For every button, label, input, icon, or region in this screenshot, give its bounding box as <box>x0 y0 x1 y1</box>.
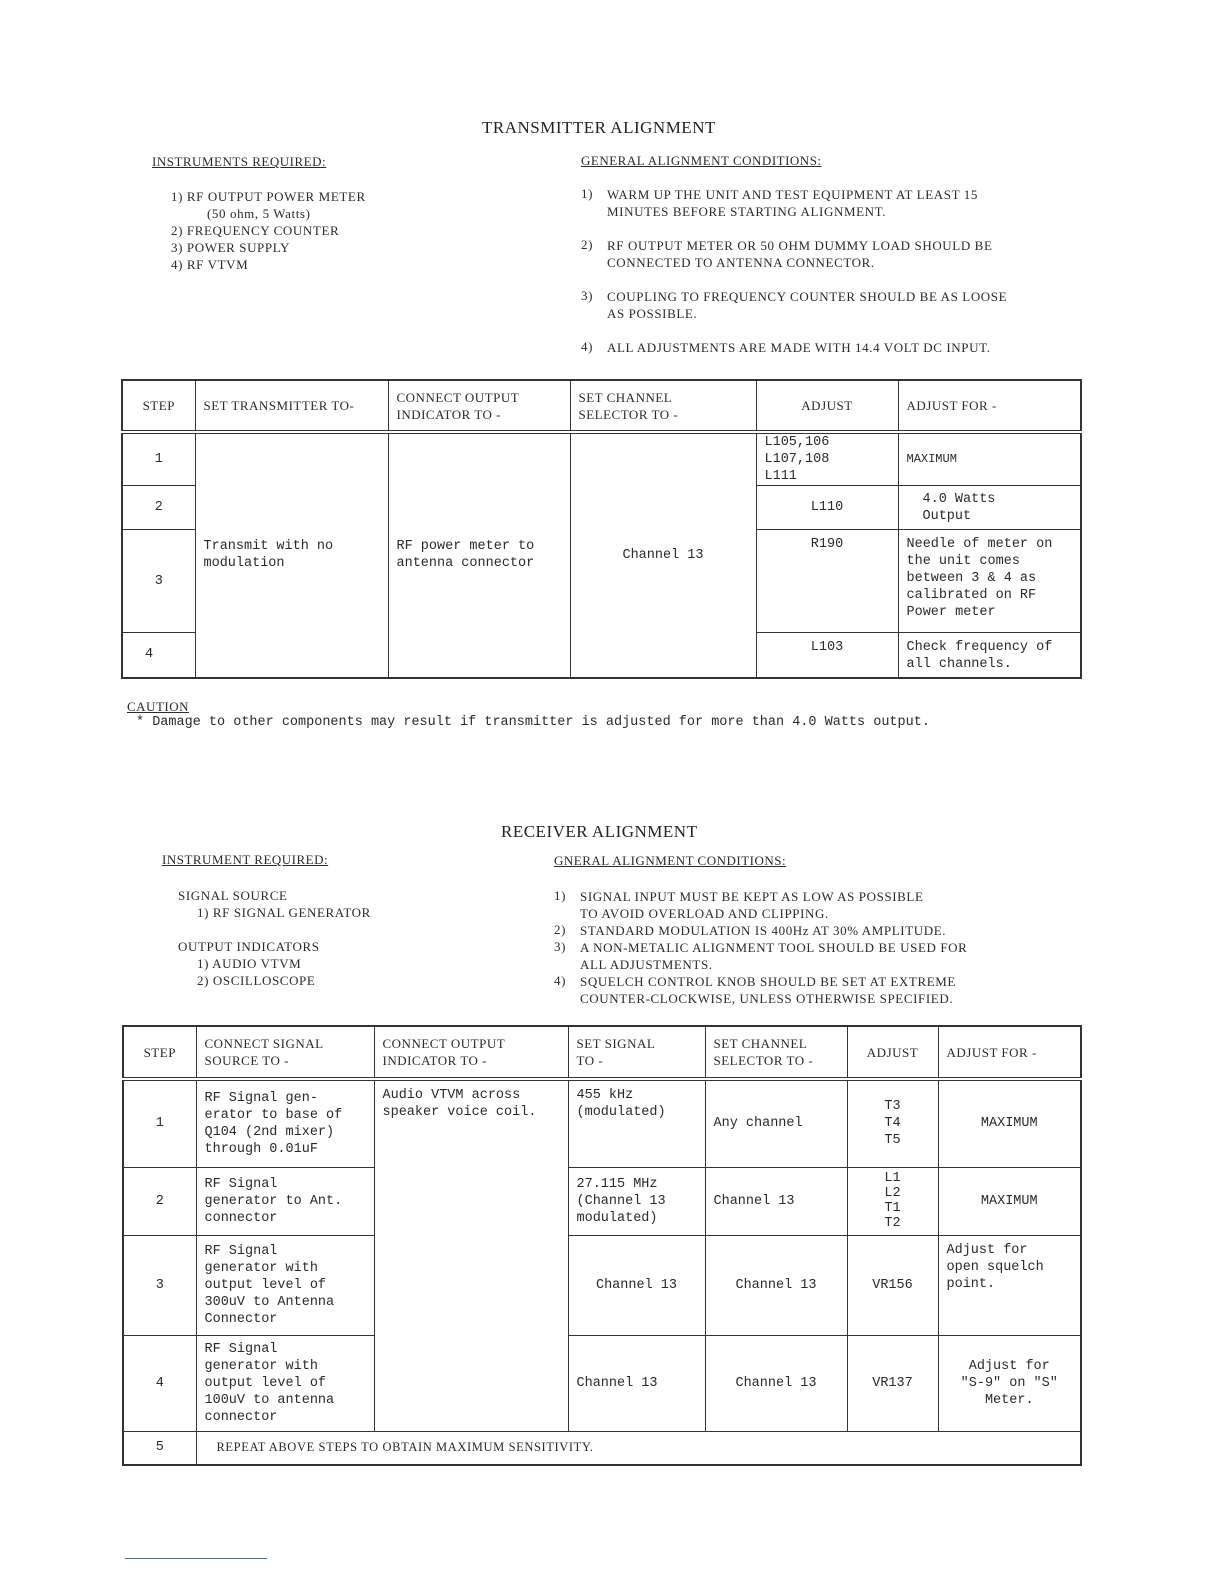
rx-conditions-header: GNERAL ALIGNMENT CONDITIONS: <box>554 853 787 868</box>
tx-instrument-item: (50 ohm, 5 Watts) <box>207 206 311 221</box>
rx-instruments-header: INSTRUMENT REQUIRED: <box>162 852 329 867</box>
source-cell: RF Signal generator to Ant. connector <box>196 1167 374 1235</box>
step-cell: 2 <box>123 1167 196 1235</box>
adjust-cell: VR156 <box>847 1235 938 1335</box>
adjust-for-cell: MAXIMUM <box>898 432 1081 486</box>
tx-col-step: STEP <box>122 380 195 432</box>
rx-col-adjust: ADJUST <box>847 1026 938 1079</box>
signal-source-label: SIGNAL SOURCE <box>178 888 288 903</box>
tx-col-adjust: ADJUST <box>756 380 898 432</box>
receiver-table <box>122 1025 1082 1466</box>
tx-condition-1: 1) WARM UP THE UNIT AND TEST EQUIPMENT AT LEAST 15 MINUTES BEFORE STARTING ALIGNMENT. <box>581 186 978 219</box>
rx-header-row <box>123 1026 1081 1079</box>
channel-cell: Any channel <box>705 1079 847 1167</box>
caution-label: CAUTION <box>127 699 189 714</box>
tx-instrument-item: 1) RF OUTPUT POWER METER <box>171 189 366 204</box>
tx-instrument-item: 4) RF VTVM <box>171 257 249 272</box>
signal-cell: Channel 13 <box>568 1235 705 1335</box>
transmitter-title: TRANSMITTER ALIGNMENT <box>482 118 716 137</box>
rx-col-set-signal: SET SIGNAL TO - <box>568 1026 705 1079</box>
table-row <box>122 432 1081 486</box>
step-cell: 1 <box>123 1079 196 1167</box>
signal-cell: 455 kHz (modulated) <box>568 1079 705 1167</box>
source-cell: RF Signal generator with output level of 100uV to antenna connector <box>196 1335 374 1431</box>
adjust-for-cell: Adjust for open squelch point. <box>938 1235 1081 1335</box>
tx-condition-2: 2) RF OUTPUT METER OR 50 OHM DUMMY LOAD SHOULD BE CONNECTED TO ANTENNA CONNECTOR. <box>581 237 993 270</box>
output-indicators-label: OUTPUT INDICATORS <box>178 939 320 954</box>
adjust-cell: L103 <box>756 633 898 678</box>
tx-col-connect-output: CONNECT OUTPUT INDICATOR TO - <box>388 380 570 432</box>
channel-cell: Channel 13 <box>705 1167 847 1235</box>
channel-cell: Channel 13 <box>705 1235 847 1335</box>
step-cell: 3 <box>122 530 195 633</box>
adjust-for-cell: 4.0 Watts Output <box>898 486 1081 530</box>
adjust-for-cell: Adjust for "S-9" on "S" Meter. <box>938 1335 1081 1431</box>
signal-cell: 27.115 MHz (Channel 13 modulated) <box>568 1167 705 1235</box>
rx-instrument-item: 2) OSCILLOSCOPE <box>197 973 316 988</box>
adjust-cell: R190 <box>756 530 898 633</box>
tx-condition-3: 3) COUPLING TO FREQUENCY COUNTER SHOULD BE AS LOOSE AS POSSIBLE. <box>581 288 1008 321</box>
tx-instruments-list <box>171 188 366 273</box>
tx-col-set-transmitter: SET TRANSMITTER TO- <box>195 380 388 432</box>
rx-instrument-item: 1) RF SIGNAL GENERATOR <box>197 905 371 920</box>
tx-instruments-header: INSTRUMENTS REQUIRED: <box>152 154 327 169</box>
adjust-for-cell: MAXIMUM <box>938 1079 1081 1167</box>
rx-col-adjust-for: ADJUST FOR - <box>938 1026 1081 1079</box>
connect-output-cell: Audio VTVM across speaker voice coil. <box>374 1079 568 1431</box>
receiver-title: RECEIVER ALIGNMENT <box>501 822 698 841</box>
adjust-for-cell: Needle of meter on the unit comes between 3 & 4 as calibrated on RF Power meter <box>898 530 1081 633</box>
source-cell: RF Signal gen- erator to base of Q104 (2nd mixer) through 0.01uF <box>196 1079 374 1167</box>
channel-cell: Channel 13 <box>570 432 756 678</box>
table-row <box>123 1167 1081 1235</box>
rx-instruments-list <box>178 887 371 989</box>
signal-cell: Channel 13 <box>568 1335 705 1431</box>
rx-condition-4: 4) SQUELCH CONTROL KNOB SHOULD BE SET AT EXTREME COUNTER-CLOCKWISE, UNLESS OTHERWISE SPECIFIED. <box>554 973 956 1006</box>
adjust-for-cell: Check frequency of all channels. <box>898 633 1081 678</box>
tx-conditions-header: GENERAL ALIGNMENT CONDITIONS: <box>581 153 822 168</box>
footnote-rule <box>125 1558 267 1559</box>
adjust-cell: L1 L2 T1 T2 <box>847 1167 938 1235</box>
final-row-text: REPEAT ABOVE STEPS TO OBTAIN MAXIMUM SENSITIVITY. <box>196 1431 1081 1465</box>
tx-col-adjust-for: ADJUST FOR - <box>898 380 1081 432</box>
transmitter-table <box>121 379 1082 679</box>
step-cell: 5 <box>123 1431 196 1465</box>
connect-output-cell: RF power meter to antenna connector <box>388 432 570 678</box>
channel-cell: Channel 13 <box>705 1335 847 1431</box>
rx-instrument-item: 1) AUDIO VTVM <box>197 956 302 971</box>
adjust-cell: L105,106 L107,108 L111 <box>756 432 898 486</box>
table-row <box>123 1335 1081 1431</box>
tx-instrument-item: 3) POWER SUPPLY <box>171 240 290 255</box>
tx-header-row <box>122 380 1081 432</box>
table-row <box>123 1431 1081 1465</box>
step-cell: 4 <box>122 633 195 678</box>
source-cell: RF Signal generator with output level of 300uV to Antenna Connector <box>196 1235 374 1335</box>
rx-col-connect-output: CONNECT OUTPUT INDICATOR TO - <box>374 1026 568 1079</box>
tx-instrument-item: 2) FREQUENCY COUNTER <box>171 223 340 238</box>
rx-col-channel: SET CHANNEL SELECTOR TO - <box>705 1026 847 1079</box>
step-cell: 3 <box>123 1235 196 1335</box>
rx-condition-2: 2) STANDARD MODULATION IS 400Hz AT 30% AMPLITUDE. <box>554 922 947 938</box>
adjust-cell: T3 T4 T5 <box>847 1079 938 1167</box>
rx-condition-3: 3) A NON-METALIC ALIGNMENT TOOL SHOULD BE USED FOR ALL ADJUSTMENTS. <box>554 939 968 972</box>
rx-col-connect-signal: CONNECT SIGNAL SOURCE TO - <box>196 1026 374 1079</box>
step-cell: 4 <box>123 1335 196 1431</box>
tx-col-channel: SET CHANNEL SELECTOR TO - <box>570 380 756 432</box>
step-cell: 1 <box>122 432 195 486</box>
table-row <box>123 1235 1081 1335</box>
step-cell: 2 <box>122 486 195 530</box>
table-row <box>123 1079 1081 1167</box>
adjust-cell: VR137 <box>847 1335 938 1431</box>
tx-condition-4: 4) ALL ADJUSTMENTS ARE MADE WITH 14.4 VOLT DC INPUT. <box>581 339 991 355</box>
set-transmitter-cell: Transmit with no modulation <box>195 432 388 678</box>
caution-text: * Damage to other components may result if transmitter is adjusted for more than 4.0 Watts output. <box>136 715 930 730</box>
adjust-for-cell: MAXIMUM <box>938 1167 1081 1235</box>
rx-condition-1: 1) SIGNAL INPUT MUST BE KEPT AS LOW AS POSSIBLE TO AVOID OVERLOAD AND CLIPPING. <box>554 888 924 921</box>
adjust-cell: L110 <box>756 486 898 530</box>
rx-col-step: STEP <box>123 1026 196 1079</box>
